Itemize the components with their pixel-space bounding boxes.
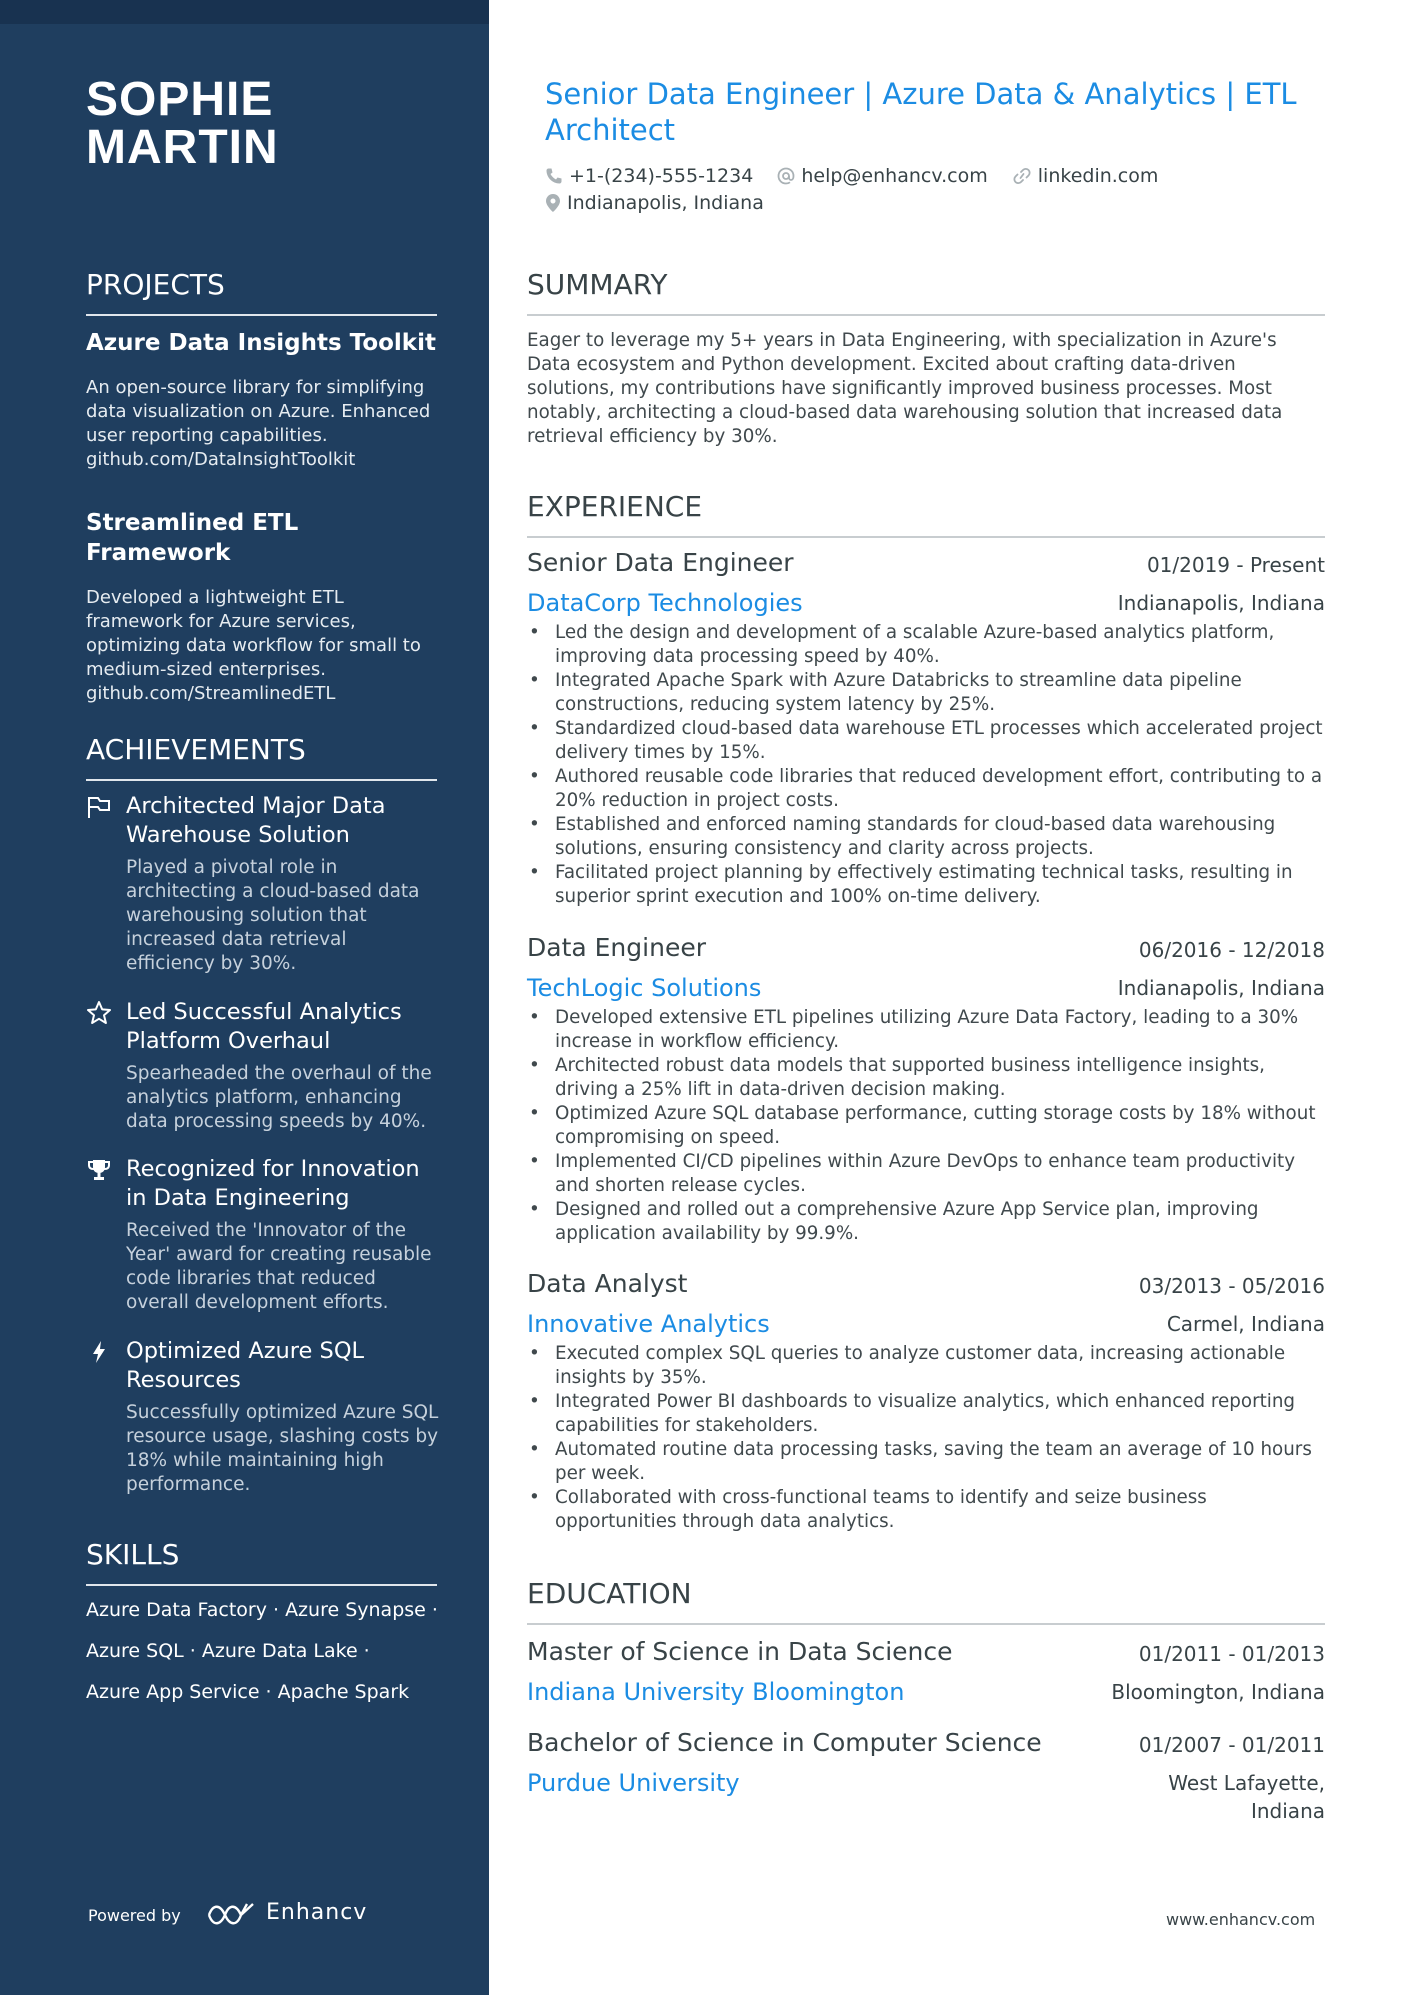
bolt-icon <box>86 1339 112 1365</box>
project-title: Azure Data Insights Toolkit <box>86 330 436 356</box>
contact-row <box>545 163 1305 192</box>
achievement-description: Received the 'Innovator of the Year' award for creating reusable code libraries that reduced overall development efforts. <box>126 1220 432 1313</box>
phone-icon <box>545 167 563 185</box>
headline: Senior Data Engineer | Azure Data & Analytics | ETL Architect <box>545 77 1297 147</box>
achievement-description: Successfully optimized Azure SQL resource usage, slashing costs by 18% while maintaining high performance. <box>126 1402 439 1495</box>
education-dates: 01/2007 - 01/2011 <box>1138 1733 1325 1757</box>
degree-title: Master of Science in Data Science <box>527 1637 953 1666</box>
bullet-item: • Collaborated with cross-functional teams to identify and seize business opportunities through data analytics. <box>527 1486 1325 1534</box>
role-title: Data Engineer <box>527 933 706 962</box>
skills-line: Azure Data Factory · Azure Synapse · <box>86 1599 438 1621</box>
bullet-item: • Developed extensive ETL pipelines utilizing Azure Data Factory, leading to a 30% increase in workflow efficiency. <box>527 1006 1325 1054</box>
link-icon <box>1012 167 1032 185</box>
achievement-item <box>86 998 441 1134</box>
linkedin-text: linkedin.com <box>1037 165 1159 187</box>
enhancv-logo[interactable] <box>206 1898 366 1932</box>
star-icon <box>86 1000 112 1026</box>
role-dates: 06/2016 - 12/2018 <box>1138 938 1325 962</box>
achievement-item <box>86 792 441 976</box>
role-bullets <box>527 1342 1325 1534</box>
bullet-item: • Implemented CI/CD pipelines within Azure DevOps to enhance team productivity and shorten release cycles. <box>527 1150 1325 1198</box>
achievement-description: Played a pivotal role in architecting a cloud-based data warehousing solution that increased data retrieval efficiency by 30%. <box>126 857 420 974</box>
experience-heading: EXPERIENCE <box>527 490 1325 538</box>
role-title: Data Analyst <box>527 1269 688 1298</box>
trophy-icon <box>86 1157 112 1183</box>
achievement-title: Led Successful Analytics Platform Overhaul <box>126 999 402 1054</box>
first-name: SOPHIE <box>86 73 274 126</box>
summary-heading: SUMMARY <box>527 268 1325 316</box>
footer-url[interactable]: www.enhancv.com <box>1166 1910 1316 1929</box>
achievement-title: Architected Major Data Warehouse Solution <box>126 793 386 848</box>
project-description: Developed a lightweight ETL framework for Azure services, optimizing data workflow for small to medium-sized enterprises. github.com/StreamlinedETL <box>86 587 421 704</box>
role-bullets <box>527 621 1325 909</box>
role-location: Indianapolis, Indiana <box>1117 976 1325 1000</box>
company-name[interactable]: DataCorp Technologies <box>527 589 803 617</box>
project-item <box>86 508 437 706</box>
bullet-item: • Automated routine data processing tasks, saving the team an average of 10 hours per week. <box>527 1438 1325 1486</box>
experience-item <box>527 1268 1325 1534</box>
powered-by-label: Powered by <box>88 1906 181 1925</box>
sidebar-top-bar <box>0 0 489 24</box>
bullet-item: • Optimized Azure SQL database performance, cutting storage costs by 18% without compromising on speed. <box>527 1102 1325 1150</box>
bullet-item: • Executed complex SQL queries to analyze customer data, increasing actionable insights by 35%. <box>527 1342 1325 1390</box>
project-description: An open-source library for simplifying data visualization on Azure. Enhanced user reporting capabilities. github.com/DataInsightToolkit <box>86 377 431 470</box>
company-name[interactable]: Innovative Analytics <box>527 1310 770 1338</box>
project-link[interactable]: github.com/DataInsightToolkit <box>86 449 356 470</box>
contact-location <box>545 190 764 216</box>
achievements-heading: ACHIEVEMENTS <box>86 733 437 781</box>
role-title: Senior Data Engineer <box>527 548 794 577</box>
location-text: Indianapolis, Indiana <box>567 192 764 214</box>
at-icon <box>777 167 795 185</box>
location-pin-icon <box>545 193 561 213</box>
role-location: Indianapolis, Indiana <box>1117 591 1325 615</box>
degree-title: Bachelor of Science in Computer Science <box>527 1728 1042 1757</box>
achievement-item <box>86 1155 441 1315</box>
bullet-item: • Integrated Apache Spark with Azure Databricks to streamline data pipeline constructions, reducing system latency by 25%. <box>527 669 1325 717</box>
education-dates: 01/2011 - 01/2013 <box>1138 1642 1325 1666</box>
email-text: help@enhancv.com <box>801 165 988 187</box>
last-name: MARTIN <box>86 121 279 174</box>
project-title: Streamlined ETL Framework <box>86 510 299 566</box>
phone-text: +1-(234)-555-1234 <box>569 165 754 187</box>
achievement-description: Spearheaded the overhaul of the analytics platform, enhancing data processing speeds by 40%. <box>126 1063 432 1132</box>
bullet-item: • Designed and rolled out a comprehensive Azure App Service plan, improving application availability by 99.9%. <box>527 1198 1325 1246</box>
candidate-name <box>86 73 446 174</box>
contact-row-2 <box>545 190 1305 220</box>
bullet-item: • Integrated Power BI dashboards to visualize analytics, which enhanced reporting capabilities for stakeholders. <box>527 1390 1325 1438</box>
achievement-title: Recognized for Innovation in Data Engineering <box>126 1156 420 1211</box>
flag-icon <box>86 794 112 820</box>
bullet-item: • Established and enforced naming standards for cloud-based data warehousing solutions, ensuring consistency and clarity across projects. <box>527 813 1325 861</box>
education-location: West Lafayette, Indiana <box>1168 1771 1325 1823</box>
skills-line: Azure App Service · Apache Spark <box>86 1681 410 1703</box>
role-dates: 03/2013 - 05/2016 <box>1138 1274 1325 1298</box>
project-link[interactable]: github.com/StreamlinedETL <box>86 683 336 704</box>
company-name[interactable]: TechLogic Solutions <box>527 974 762 1002</box>
summary-text: Eager to leverage my 5+ years in Data Engineering, with specialization in Azure's Data ecosystem and Python development. Excited about crafting data-driven solutions, my contributions have significantly improved business processes. Most notably, architecting a cloud-based data warehousing solution that increased data retrieval efficiency by 30%. <box>527 330 1283 447</box>
bullet-item: • Authored reusable code libraries that reduced development effort, contributing to a 20% reduction in project costs. <box>527 765 1325 813</box>
enhancv-wordmark: Enhancv <box>266 1900 368 1925</box>
enhancv-logo-icon <box>206 1898 256 1932</box>
projects-heading: PROJECTS <box>86 268 437 316</box>
skills-line: Azure SQL · Azure Data Lake · <box>86 1640 370 1662</box>
achievement-item <box>86 1337 441 1497</box>
experience-item <box>527 932 1325 1246</box>
experience-item <box>527 547 1325 909</box>
role-dates: 01/2019 - Present <box>1146 553 1325 577</box>
bullet-item: • Facilitated project planning by effectively estimating technical tasks, resulting in superior sprint execution and 100% on-time delivery. <box>527 861 1325 909</box>
sidebar <box>0 0 489 1995</box>
education-heading: EDUCATION <box>527 1577 1325 1625</box>
education-item <box>527 1727 1325 1823</box>
contact-phone[interactable] <box>545 163 753 189</box>
contact-linkedin[interactable] <box>1012 163 1159 189</box>
skills-heading: SKILLS <box>86 1538 437 1586</box>
school-name[interactable]: Indiana University Bloomington <box>527 1678 905 1706</box>
role-bullets <box>527 1006 1325 1246</box>
bullet-item: • Standardized cloud-based data warehouse ETL processes which accelerated project delivery times by 15%. <box>527 717 1325 765</box>
bullet-item: • Architected robust data models that supported business intelligence insights, driving a 25% lift in data-driven decision making. <box>527 1054 1325 1102</box>
contact-email[interactable] <box>777 163 987 189</box>
education-item <box>527 1636 1325 1716</box>
bullet-item: • Led the design and development of a scalable Azure-based analytics platform, improving data processing speed by 40%. <box>527 621 1325 669</box>
school-name[interactable]: Purdue University <box>527 1769 740 1797</box>
role-location: Carmel, Indiana <box>1166 1312 1325 1336</box>
project-item <box>86 328 437 472</box>
education-location: Bloomington, Indiana <box>1111 1680 1325 1704</box>
main-content <box>527 0 1325 1995</box>
achievement-title: Optimized Azure SQL Resources <box>126 1338 365 1393</box>
